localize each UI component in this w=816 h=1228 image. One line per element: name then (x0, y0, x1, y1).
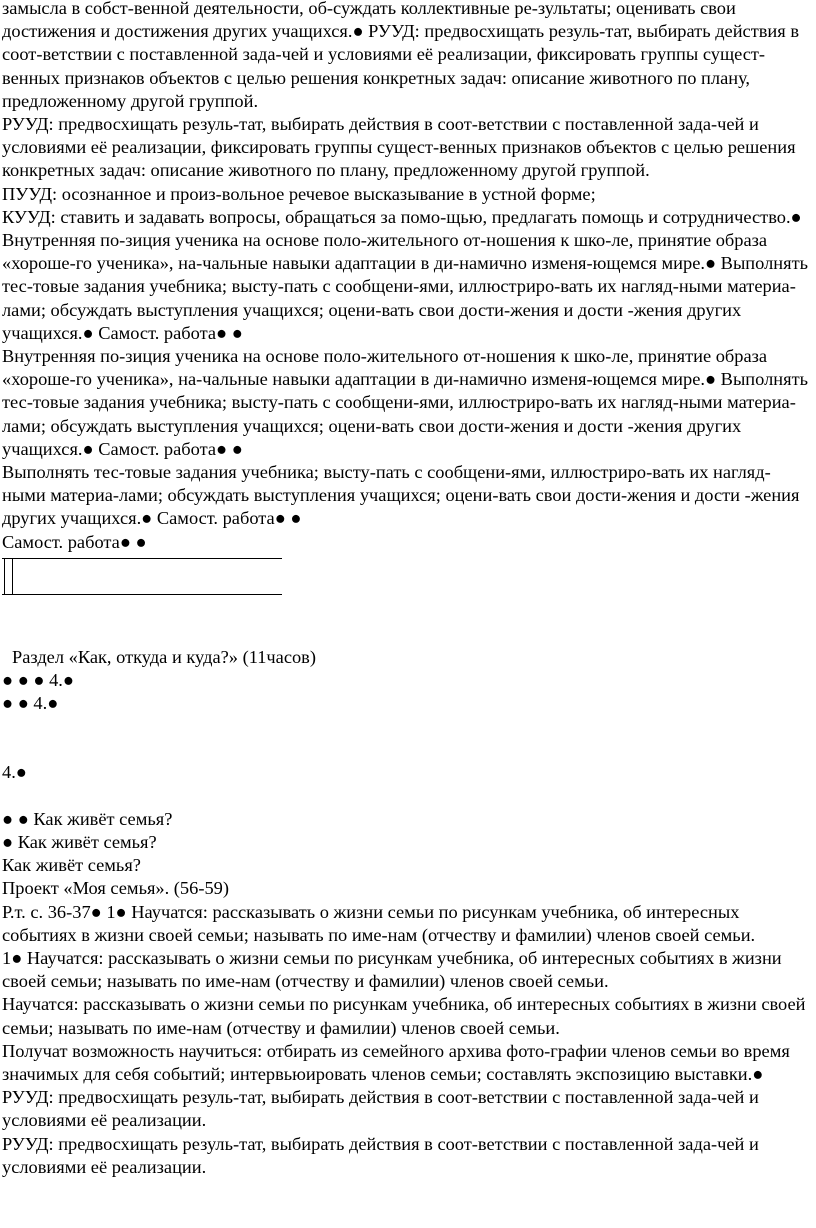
spacer (2, 600, 814, 646)
paragraph-test-tasks: Выполнять тес-товые задания учебника; высту-пать с сообщени-ями, иллюстриро-вать их нагляд-ными материа-лами; обсуждать выступления учащихся; оцени-вать свои дости-жения и дости -жения других учащихся.● Самост. работа● ● (2, 462, 800, 529)
spacer (2, 785, 814, 808)
paragraph-learn: 1● Научатся: рассказывать о жизни семьи по рисункам учебника, об интересных событиях в жизни своей семьи; называть по име-нам (отчеству и фамилии) членов своей семьи. (2, 947, 782, 992)
bullet-line: 4.● (2, 762, 27, 783)
table-rule-top (2, 558, 282, 559)
lesson-title: ● Как живёт семья? (2, 831, 157, 852)
spacer (2, 715, 814, 761)
paragraph-continuation: замысла в собст-венной деятельности, об-суждать коллективные ре-зультаты; оценивать свои достижения и достижения других учащихся.● РУУД: предвосхищать резуль-тат, выбирать действия в соот-ветствии с поставленной зада-чей и условиями её реализации, фиксировать группы сущест-венных признаков объектов с целью решения конкретных задач: описание животного по плану, предложенному другой группой. (2, 0, 800, 111)
paragraph-opportunity: Получат возможность научиться: отбирать из семейного архива фото-графии членов семьи во время значимых для себя событий; интервьюировать членов семьи; составлять экспозицию выставки.● РУУД: предвосхищать резуль-тат, выбирать действия в соот-ветствии с поставленной зада-чей и условиями её реализации. (2, 1040, 790, 1131)
paragraph-puud: ПУУД: осознанное и произ-вольное речевое высказывание в устной форме; (2, 183, 596, 204)
table-fragment (2, 554, 282, 600)
project-title: Проект «Моя семья». (56-59) (2, 878, 229, 899)
section-title: Раздел «Как, откуда и куда?» (11часов) (12, 646, 316, 667)
bullet-line: ● ● ● 4.● (2, 670, 75, 691)
paragraph-ruud: РУУД: предвосхищать резуль-тат, выбирать действия в соот-ветствии с поставленной зада-чей и условиями её реализации. (2, 1133, 759, 1177)
bullet-line: ● ● 4.● (2, 693, 59, 714)
paragraph-inner-position: Внутренняя по-зиция ученика на основе поло-жительного от-ношения к шко-ле, принятие образа «хороше-го ученика», на-чальные навыки адаптации в ди-намично изменя-ющемся мире.● Выполнять тес-товые задания учебника; высту-пать с сообщени-ями, иллюстриро-вать их нагляд-ными материа-лами; обсуждать выступления учащихся; оцени-вать свои дости-жения и дости -жения других учащихся.● Самост. работа● ● (2, 346, 808, 459)
paragraph-self-work: Самост. работа● ● (2, 531, 147, 552)
table-rule-vertical (12, 558, 13, 595)
table-rule-vertical (4, 558, 5, 595)
table-rule-bottom (2, 594, 282, 595)
lesson-title: Как живёт семья? (2, 855, 141, 876)
paragraph-learn: Научатся: рассказывать о жизни семьи по рисункам учебника, об интересных событиях в жизни своей семьи; называть по име-нам (отчеству и фамилии) членов своей семьи. (2, 994, 806, 1038)
paragraph-kuud: КУУД: ставить и задавать вопросы, обращаться за помо-щью, предлагать помощь и сотрудничество.● Внутренняя по-зиция ученика на основе поло-жительного от-ношения к шко-ле, принятие образа «хороше-го ученика», на-чальные навыки адаптации в ди-намично изменя-ющемся мире.● Выполнять тес-товые задания учебника; высту-пать с сообщени-ями, иллюстриро-вать их нагляд-ными материа-лами; обсуждать выступления учащихся; оцени-вать свои дости-жения и дости -жения других учащихся.● Самост. работа● ● (2, 206, 808, 343)
paragraph-ruud: РУУД: предвосхищать резуль-тат, выбирать действия в соот-ветствии с поставленной зада-чей и условиями её реализации, фиксировать группы сущест-венных признаков объектов с целью решения конкретных задач: описание животного по плану, предложенному другой группой. (2, 114, 796, 181)
lesson-title: ● ● Как живёт семья? (2, 808, 173, 829)
paragraph-learn: Р.т. с. 36-37● 1● Научатся: рассказывать о жизни семьи по рисункам учебника, об интересных событиях в жизни своей семьи; называть по име-нам (отчеству и фамилии) членов своей семьи. (2, 901, 756, 945)
document-page (2, 0, 814, 1179)
